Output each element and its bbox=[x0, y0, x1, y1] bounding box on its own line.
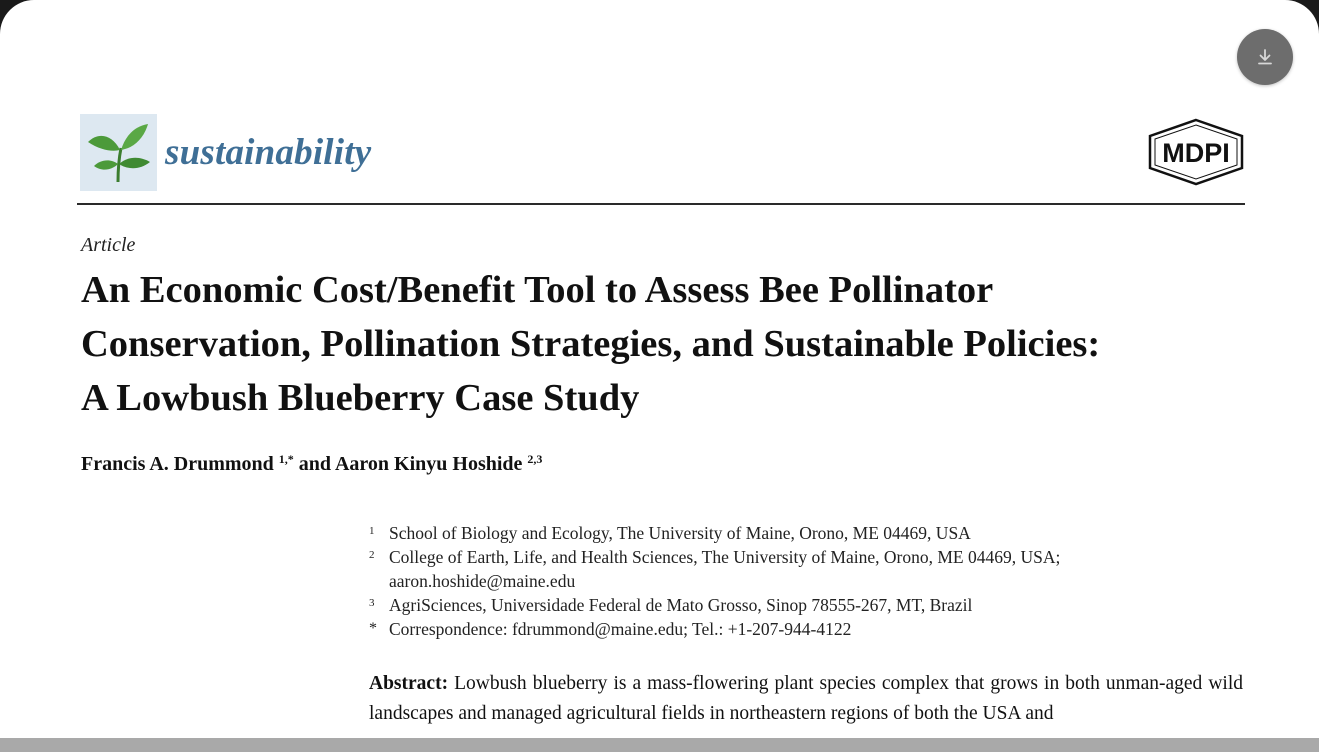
affiliation-mark: 3 bbox=[369, 597, 375, 609]
abstract-text: Lowbush blueberry is a mass-flowering plant species complex that grows in both unman-aged wild landscapes and managed agricultural fields in northeastern regions of both the USA and bbox=[369, 673, 1243, 724]
journal-name: sustainability bbox=[165, 132, 372, 173]
abstract bbox=[369, 669, 1243, 728]
title-line: An Economic Cost/Benefit Tool to Assess Bee Pollinator bbox=[81, 269, 994, 311]
author-name: Aaron Kinyu Hoshide bbox=[334, 453, 523, 475]
article-type: Article bbox=[81, 234, 136, 256]
journal-logo bbox=[80, 114, 371, 191]
affiliation-mark: 1 bbox=[369, 525, 375, 537]
mdpi-logo bbox=[1147, 118, 1245, 186]
affiliation-mark: 2 bbox=[369, 549, 375, 561]
title-line: Conservation, Pollination Strategies, and Sustainable Policies: bbox=[81, 323, 1101, 365]
abstract-label: Abstract: bbox=[369, 673, 449, 694]
affiliation-text: Correspondence: fdrummond@maine.edu; Tel.: +1-207-944-4122 bbox=[389, 619, 852, 639]
affiliation-item bbox=[369, 617, 1249, 641]
download-button[interactable] bbox=[1237, 29, 1293, 85]
affiliation-item bbox=[369, 521, 1249, 545]
affiliations bbox=[369, 521, 1249, 641]
svg-text:MDPI: MDPI bbox=[1162, 138, 1230, 168]
affiliation-text: School of Biology and Ecology, The University of Maine, Orono, ME 04469, USA bbox=[389, 523, 971, 543]
download-icon bbox=[1255, 47, 1275, 67]
author-affiliation-mark: 1,* bbox=[278, 452, 294, 466]
affiliation-mark: * bbox=[369, 620, 377, 637]
author-list bbox=[81, 452, 542, 476]
affiliation-item bbox=[369, 593, 1249, 617]
leaf-sprout-icon bbox=[80, 114, 157, 191]
author-affiliation-mark: 2,3 bbox=[527, 452, 543, 466]
author-name: Francis A. Drummond bbox=[81, 453, 274, 475]
header-rule bbox=[77, 203, 1245, 205]
affiliation-text: College of Earth, Life, and Health Sciences, The University of Maine, Orono, ME 04469, USA; aaron.hoshide@maine.edu bbox=[389, 547, 1061, 591]
bottom-toolbar-edge bbox=[0, 738, 1319, 752]
author-joiner: and bbox=[298, 453, 332, 475]
title-line: A Lowbush Blueberry Case Study bbox=[81, 377, 640, 419]
affiliation-text: AgriSciences, Universidade Federal de Mato Grosso, Sinop 78555-267, MT, Brazil bbox=[389, 595, 973, 615]
article-title bbox=[81, 263, 1261, 425]
affiliation-item bbox=[369, 545, 1249, 593]
